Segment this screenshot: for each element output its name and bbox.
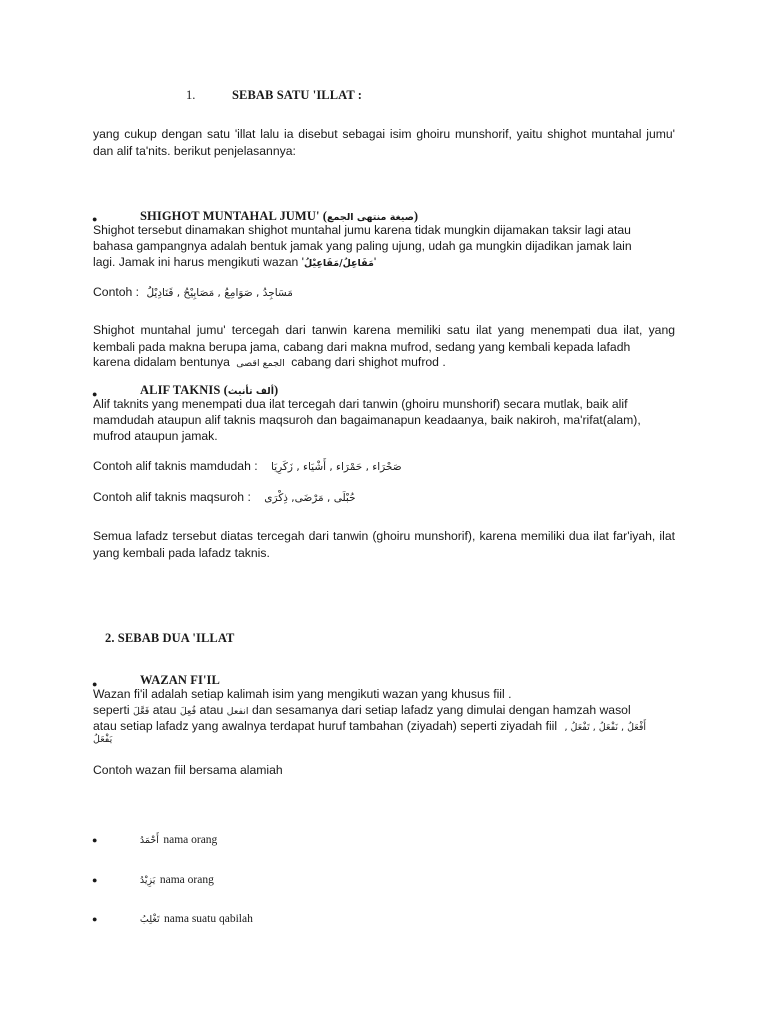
alif-line3: mufrod ataupun jamak. [93, 429, 218, 443]
wazan-line3 [93, 718, 646, 737]
wazan-line2-c: atau [199, 703, 224, 717]
shighot-line3-end: ' [373, 255, 377, 269]
list-item [92, 909, 253, 927]
wazan-contoh: Contoh wazan fiil bersama alamiah [93, 763, 283, 777]
wazan-line2-arabic-3: انفعل [226, 706, 249, 717]
wazan-heading: WAZAN FI'IL [140, 673, 220, 687]
list-item [92, 830, 217, 848]
alif-maqsuroh-arabic: حُبْلَى , مَرْضَى, ذِكْرَى [264, 492, 356, 504]
alif-mamdudah-arabic: صَحْرَاء , حَمْرَاء , أَشْيَاء , زَكَرِيَا [271, 461, 402, 473]
alif-bullet: ● [92, 389, 98, 399]
shighot-contoh-arabic: مَسَاجِدُ , صَوَامِعُ , مَصَابِيْحُ , قَنَادِيْلُ [146, 287, 293, 299]
alif-maqsuroh-label: Contoh alif taknis maqsuroh : [93, 490, 251, 504]
alif-mamdudah [93, 458, 402, 476]
list-item-bullet: ● [92, 875, 98, 885]
list-item-text: nama suatu qabilah [164, 913, 253, 925]
shighot-heading-arabic: صيغة منتهى الجمع [327, 212, 414, 223]
wazan-line2-b: atau [152, 703, 177, 717]
wazan-line2-a: seperti [93, 703, 130, 717]
wazan-line4-arabic: يَفْعَلُ [93, 734, 113, 745]
list-item-arabic: أَحْمَدُ [139, 835, 159, 846]
wazan-line2-arabic-1: فَعَّلَ [132, 706, 150, 717]
shighot-line3-arabic: مَفَاعِلُ/مَفَاعِيْلُ [303, 258, 374, 269]
list-item [92, 870, 214, 888]
shighot-heading-text: SHIGHOT MUNTAHAL JUMU' ( [140, 209, 328, 223]
shighot-contoh-label: Contoh : [93, 285, 140, 299]
section1-intro: yang cukup dengan satu 'illat lalu ia disebut sebagai isim ghoiru munshorif, yaitu shighot muntahal jumu' dan alif ta'nits. berikut penjelasannya: [93, 127, 675, 158]
shighot-para-b-arabic: الجمع اقصى [236, 358, 285, 369]
alif-line2: mamdudah ataupun alif taknis maqsuroh dan bagaimanapun keadaanya, baik nakiroh, ma'rifat(alam), [93, 413, 641, 427]
wazan-line1: Wazan fi'il adalah setiap kalimah isim yang mengikuti wazan yang khusus fiil . [93, 687, 512, 701]
list-item-arabic: يَزِيْدُ [139, 875, 156, 886]
shighot-para-b-end: cabang dari shighot mufrod . [291, 355, 446, 369]
shighot-para-b [93, 354, 446, 373]
wazan-line3-arabic: أَفْعَلُ , نَفْعَلُ , تَفْعَلُ , [564, 722, 647, 733]
section2-title: 2. SEBAB DUA 'ILLAT [105, 631, 235, 645]
alif-heading-text: ALIF TAKNIS ( [140, 383, 228, 397]
wazan-line2-arabic-2: فُعِلَ [179, 706, 197, 717]
wazan-line3-text: atau setiap lafadz yang awalnya terdapat huruf tambahan (ziyadah) seperti ziyadah fiil [93, 719, 558, 733]
list-item-bullet: ● [92, 835, 98, 845]
list-item-text: nama orang [163, 834, 218, 846]
alif-heading-arabic: ألف تأنيث [227, 386, 274, 397]
list-item-text: nama orang [159, 874, 214, 886]
shighot-line2: bahasa gampangnya adalah bentuk jamak yang paling ujung, udah ga mungkin dijadikan jamak lain [93, 239, 632, 253]
shighot-bullet: ● [92, 214, 98, 224]
alif-closing: Semua lafadz tersebut diatas tercegah dari tanwin (ghoiru munshorif), karena memiliki dua ilat far'iyah, ilat yang kembali pada lafadz taknis. [93, 529, 675, 560]
shighot-line3-text: lagi. Jamak ini harus mengikuti wazan ' [93, 255, 304, 269]
shighot-contoh [93, 284, 293, 302]
list-item-bullet: ● [92, 914, 98, 924]
alif-line1: Alif taknits yang menempati dua ilat tercegah dari tanwin (ghoiru munshorif) secara mutlak, baik alif [93, 397, 628, 411]
shighot-para-a: Shighot muntahal jumu' tercegah dari tanwin karena memiliki satu ilat yang menempati dua ilat, yang kembali pada makna berupa jama, cabang dari makna mufrod, sedang yang kembali kepada lafadh [93, 323, 675, 354]
alif-heading-close: ) [273, 383, 279, 397]
section1-number: 1. [186, 88, 196, 102]
shighot-line1: Shighot tersebut dinamakan shighot muntahal jumu karena tidak mungkin dijamakan taksir lagi atau [93, 223, 631, 237]
list-item-arabic: تَغْلِبُ [139, 914, 160, 925]
alif-maqsuroh [93, 489, 356, 507]
section1-title: SEBAB SATU 'ILLAT : [232, 88, 363, 102]
wazan-bullet: ● [92, 679, 98, 689]
wazan-line2-d: dan sesamanya dari setiap lafadz yang dimulai dengan hamzah wasol [251, 703, 631, 717]
shighot-line3 [93, 254, 376, 273]
shighot-heading-close: ) [413, 209, 419, 223]
shighot-para-b-start: karena didalam bentunya [93, 355, 230, 369]
alif-mamdudah-label: Contoh alif taknis mamdudah : [93, 459, 258, 473]
